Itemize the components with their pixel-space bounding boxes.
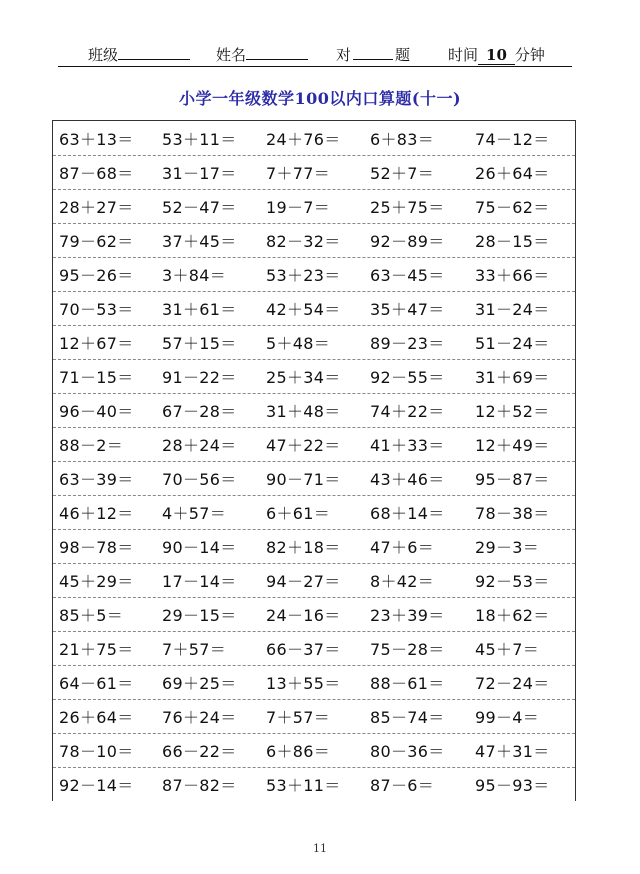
name-label: 姓名 <box>216 46 247 64</box>
table-row <box>53 325 575 360</box>
problem-cell: 25＋34＝ <box>266 368 341 387</box>
problem-cell: 91－22＝ <box>162 368 237 387</box>
problem-cell: 51－24＝ <box>475 334 550 353</box>
problem-cell: 42＋54＝ <box>266 300 341 319</box>
table-row <box>53 189 575 224</box>
problem-cell: 64－61＝ <box>59 674 134 693</box>
correct-count-field <box>336 44 410 65</box>
problem-cell: 87－82＝ <box>162 776 237 795</box>
table-row <box>53 699 575 734</box>
problem-cell: 28＋24＝ <box>162 436 237 455</box>
problem-cell: 21＋75＝ <box>59 640 134 659</box>
problem-cell: 31＋48＝ <box>266 402 341 421</box>
problem-cell: 80－36＝ <box>370 742 445 761</box>
problem-cell: 12＋52＝ <box>475 402 550 421</box>
table-row <box>53 733 575 768</box>
problem-cell: 12＋49＝ <box>475 436 550 455</box>
problem-cell: 31－17＝ <box>162 164 237 183</box>
table-row <box>53 461 575 496</box>
problem-cell: 76＋24＝ <box>162 708 237 727</box>
problem-cell: 66－37＝ <box>266 640 341 659</box>
page-number: 11 <box>313 842 327 855</box>
problem-cell: 72－24＝ <box>475 674 550 693</box>
problem-cell: 63－45＝ <box>370 266 445 285</box>
problem-cell: 6＋61＝ <box>266 504 331 523</box>
table-row <box>53 155 575 190</box>
problem-cell: 29－15＝ <box>162 606 237 625</box>
problem-cell: 88－61＝ <box>370 674 445 693</box>
problem-cell: 71－15＝ <box>59 368 134 387</box>
problem-cell: 68＋14＝ <box>370 504 445 523</box>
problem-cell: 92－14＝ <box>59 776 134 795</box>
problem-cell: 95－87＝ <box>475 470 550 489</box>
name-blank <box>246 44 308 60</box>
page-title: 小学一年级数学100以内口算题(十一) <box>178 89 462 108</box>
problem-cell: 78－38＝ <box>475 504 550 523</box>
problem-cell: 6＋86＝ <box>266 742 331 761</box>
worksheet-header <box>58 44 572 67</box>
problem-cell: 74－12＝ <box>475 130 550 149</box>
problem-cell: 82＋18＝ <box>266 538 341 557</box>
problem-cell: 45＋7＝ <box>475 640 540 659</box>
problem-cell: 43＋46＝ <box>370 470 445 489</box>
problem-cell: 75－62＝ <box>475 198 550 217</box>
time-label: 时间 <box>448 46 479 64</box>
problem-cell: 89－23＝ <box>370 334 445 353</box>
problem-cell: 25＋75＝ <box>370 198 445 217</box>
table-row <box>53 427 575 462</box>
problem-cell: 92－53＝ <box>475 572 550 591</box>
problem-cell: 23＋39＝ <box>370 606 445 625</box>
problem-cell: 13＋55＝ <box>266 674 341 693</box>
problem-cell: 90－71＝ <box>266 470 341 489</box>
class-field <box>88 44 190 65</box>
correct-label: 对 <box>336 46 352 64</box>
problem-cell: 74＋22＝ <box>370 402 445 421</box>
problem-cell: 52－47＝ <box>162 198 237 217</box>
problem-cell: 31＋61＝ <box>162 300 237 319</box>
questions-label: 题 <box>395 46 411 64</box>
problem-cell: 26＋64＝ <box>475 164 550 183</box>
problem-cell: 28＋27＝ <box>59 198 134 217</box>
time-value: 10 <box>478 46 515 65</box>
problem-cell: 92－89＝ <box>370 232 445 251</box>
problem-cell: 29－3＝ <box>475 538 540 557</box>
problem-cell: 57＋15＝ <box>162 334 237 353</box>
problem-table <box>52 120 576 801</box>
problem-cell: 63－39＝ <box>59 470 134 489</box>
problem-cell: 19－7＝ <box>266 198 331 217</box>
problem-cell: 24＋76＝ <box>266 130 341 149</box>
problem-cell: 17－14＝ <box>162 572 237 591</box>
problem-cell: 7＋57＝ <box>162 640 227 659</box>
problem-cell: 47＋6＝ <box>370 538 435 557</box>
problem-cell: 47＋31＝ <box>475 742 550 761</box>
problem-cell: 4＋57＝ <box>162 504 227 523</box>
problem-cell: 94－27＝ <box>266 572 341 591</box>
problem-cell: 95－93＝ <box>475 776 550 795</box>
problem-cell: 63＋13＝ <box>59 130 134 149</box>
problem-cell: 85＋5＝ <box>59 606 124 625</box>
problem-cell: 85－74＝ <box>370 708 445 727</box>
problem-cell: 70－53＝ <box>59 300 134 319</box>
problem-cell: 35＋47＝ <box>370 300 445 319</box>
table-row <box>53 563 575 598</box>
problem-cell: 99－4＝ <box>475 708 540 727</box>
problem-cell: 46＋12＝ <box>59 504 134 523</box>
table-row <box>53 767 575 801</box>
problem-cell: 28－15＝ <box>475 232 550 251</box>
problem-cell: 7＋77＝ <box>266 164 331 183</box>
problem-cell: 53＋11＝ <box>266 776 341 795</box>
table-row <box>53 257 575 292</box>
problem-cell: 78－10＝ <box>59 742 134 761</box>
problem-cell: 96－40＝ <box>59 402 134 421</box>
problem-cell: 24－16＝ <box>266 606 341 625</box>
correct-blank <box>353 44 393 60</box>
problem-cell: 92－55＝ <box>370 368 445 387</box>
time-field <box>448 44 545 65</box>
class-blank <box>118 44 190 60</box>
problem-cell: 67－28＝ <box>162 402 237 421</box>
problem-cell: 88－2＝ <box>59 436 124 455</box>
table-row <box>53 223 575 258</box>
problem-cell: 47＋22＝ <box>266 436 341 455</box>
table-row <box>53 359 575 394</box>
problem-cell: 18＋62＝ <box>475 606 550 625</box>
problem-cell: 82－32＝ <box>266 232 341 251</box>
problem-cell: 33＋66＝ <box>475 266 550 285</box>
problem-cell: 6＋83＝ <box>370 130 435 149</box>
problem-cell: 79－62＝ <box>59 232 134 251</box>
problem-cell: 90－14＝ <box>162 538 237 557</box>
problem-cell: 69＋25＝ <box>162 674 237 693</box>
table-row <box>53 631 575 666</box>
problem-cell: 52＋7＝ <box>370 164 435 183</box>
problem-cell: 87－6＝ <box>370 776 435 795</box>
name-field <box>216 44 308 65</box>
table-row <box>53 495 575 530</box>
problem-cell: 95－26＝ <box>59 266 134 285</box>
problem-cell: 26＋64＝ <box>59 708 134 727</box>
problem-cell: 53＋11＝ <box>162 130 237 149</box>
problem-cell: 7＋57＝ <box>266 708 331 727</box>
class-label: 班级 <box>88 46 119 64</box>
problem-cell: 31＋69＝ <box>475 368 550 387</box>
problem-cell: 53＋23＝ <box>266 266 341 285</box>
problem-cell: 5＋48＝ <box>266 334 331 353</box>
table-row <box>53 291 575 326</box>
problem-cell: 3＋84＝ <box>162 266 227 285</box>
problem-cell: 8＋42＝ <box>370 572 435 591</box>
problem-cell: 66－22＝ <box>162 742 237 761</box>
problem-cell: 37＋45＝ <box>162 232 237 251</box>
table-row <box>53 665 575 700</box>
problem-cell: 31－24＝ <box>475 300 550 319</box>
table-row <box>53 529 575 564</box>
table-row <box>53 393 575 428</box>
problem-cell: 75－28＝ <box>370 640 445 659</box>
table-row <box>53 597 575 632</box>
problem-cell: 70－56＝ <box>162 470 237 489</box>
problem-cell: 12＋67＝ <box>59 334 134 353</box>
problem-cell: 87－68＝ <box>59 164 134 183</box>
time-unit: 分钟 <box>514 46 545 64</box>
problem-cell: 41＋33＝ <box>370 436 445 455</box>
problem-cell: 45＋29＝ <box>59 572 134 591</box>
table-row <box>53 121 575 156</box>
problem-cell: 98－78＝ <box>59 538 134 557</box>
